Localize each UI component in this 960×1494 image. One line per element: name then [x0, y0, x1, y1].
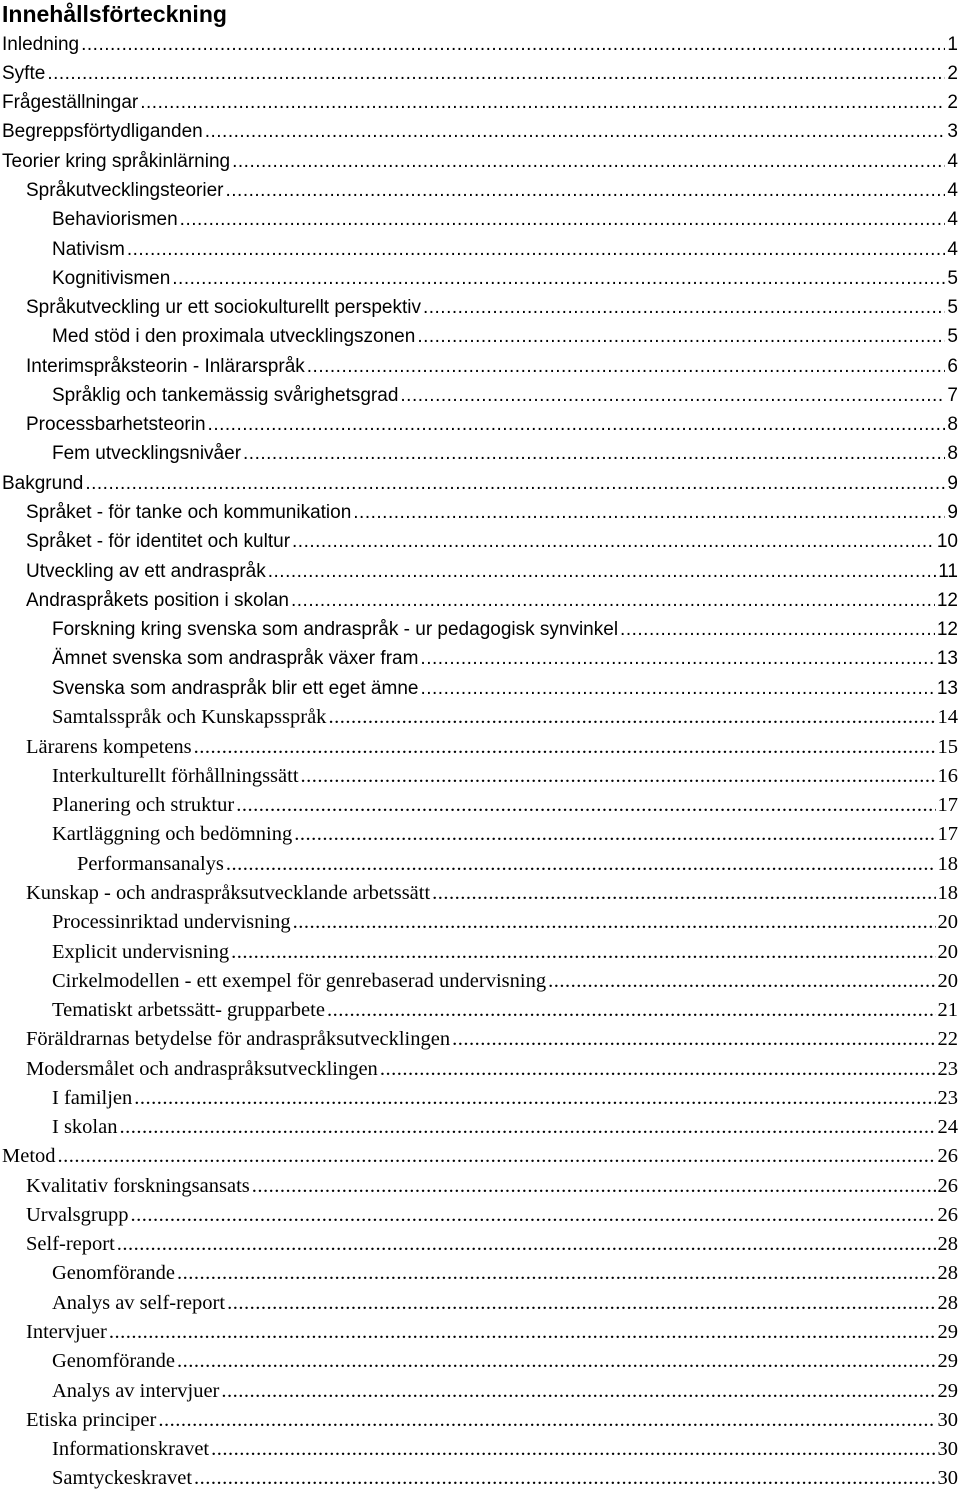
toc-entry-page-number: 2: [947, 92, 958, 114]
toc-entry-page-number: 14: [937, 706, 958, 729]
toc-entry[interactable]: [0, 1464, 960, 1493]
toc-entry-page-number: 30: [937, 1438, 958, 1461]
toc-entry[interactable]: [0, 1025, 960, 1054]
toc-entry-label: Bakgrund: [2, 472, 84, 494]
toc-entry-page-number: 8: [947, 414, 958, 436]
toc-entry-label: Språket - för identitet och kultur: [26, 531, 291, 553]
toc-entry-label: Teorier kring språkinlärning: [2, 150, 231, 172]
toc-title: Innehållsförteckning: [2, 1, 227, 27]
toc-entry[interactable]: [0, 791, 960, 820]
toc-entry-page-number: 2: [947, 62, 958, 84]
toc-entry[interactable]: [0, 967, 960, 996]
toc-entry-label: Analys av self-report: [52, 1291, 226, 1314]
toc-entry-label: Metod: [2, 1145, 56, 1168]
toc-entry[interactable]: [0, 820, 960, 849]
toc-entry[interactable]: [0, 59, 960, 88]
toc-dot-leader: [180, 209, 946, 231]
toc-entry[interactable]: [0, 1406, 960, 1435]
toc-entry[interactable]: [0, 732, 960, 761]
toc-entry[interactable]: [0, 1142, 960, 1171]
toc-entry-page-number: 28: [937, 1262, 958, 1285]
toc-dot-leader: [221, 1380, 935, 1403]
toc-entry[interactable]: [0, 206, 960, 235]
toc-entry-page-number: 4: [947, 209, 958, 231]
toc-entry-page-number: 10: [936, 531, 958, 553]
toc-entry-page-number: 21: [937, 999, 958, 1022]
toc-entry-page-number: 5: [947, 297, 958, 319]
toc-entry-label: Begreppsförtydliganden: [2, 121, 203, 143]
toc-dot-leader: [226, 853, 936, 876]
toc-entry[interactable]: [0, 850, 960, 879]
toc-dot-leader: [194, 736, 936, 759]
toc-entry-page-number: 20: [937, 911, 958, 934]
toc-entry[interactable]: [0, 264, 960, 293]
toc-entry[interactable]: [0, 293, 960, 322]
toc-entry[interactable]: [0, 1318, 960, 1347]
toc-entry-page-number: 29: [937, 1350, 958, 1373]
toc-entry-label: Processbarhetsteorin: [26, 414, 206, 436]
toc-entry[interactable]: [0, 235, 960, 264]
toc-entry-label: Svenska som andraspråk blir ett eget ämne: [52, 677, 419, 699]
toc-entry-page-number: 11: [938, 560, 958, 582]
toc-entry-label: Kartläggning och bedömning: [52, 823, 293, 846]
toc-entry-label: Forskning kring svenska som andraspråk - ur pedagogisk synvinkel: [52, 619, 619, 641]
toc-entry-page-number: 18: [937, 881, 958, 904]
toc-dot-leader: [432, 882, 935, 905]
toc-dot-leader: [301, 765, 936, 788]
toc-dot-leader: [134, 1087, 935, 1110]
toc-dot-leader: [243, 443, 945, 465]
toc-entry-label: Modersmålet och andraspråksutvecklingen: [26, 1057, 378, 1080]
toc-entry-page-number: 26: [937, 1174, 958, 1197]
toc-entry-label: Språkutveckling ur ett sociokulturellt perspektiv: [26, 297, 421, 319]
toc-dot-leader: [85, 473, 945, 495]
toc-entry[interactable]: [0, 762, 960, 791]
toc-entry-page-number: 29: [937, 1379, 958, 1402]
toc-entry-page-number: 17: [937, 823, 958, 846]
toc-dot-leader: [252, 1175, 936, 1198]
toc-entry[interactable]: [0, 557, 960, 586]
toc-entry[interactable]: [0, 908, 960, 937]
toc-dot-leader: [420, 678, 934, 700]
toc-entry[interactable]: [0, 1259, 960, 1288]
toc-entry-page-number: 22: [937, 1028, 958, 1051]
toc-entry-page-number: 28: [937, 1233, 958, 1256]
toc-entry[interactable]: [0, 879, 960, 908]
toc-dot-leader: [227, 1292, 935, 1315]
toc-dot-leader: [353, 502, 945, 524]
toc-dot-leader: [231, 941, 935, 964]
toc-entry-page-number: 4: [947, 238, 958, 260]
toc-dot-leader: [420, 648, 934, 670]
toc-entry[interactable]: [0, 1113, 960, 1142]
toc-dot-leader: [127, 239, 946, 261]
toc-entry-page-number: 24: [937, 1116, 958, 1139]
toc-dot-leader: [417, 326, 945, 348]
toc-entry[interactable]: [0, 118, 960, 147]
toc-entry[interactable]: [0, 411, 960, 440]
toc-entry-page-number: 28: [937, 1291, 958, 1314]
toc-entry-label: Fem utvecklingsnivåer: [52, 443, 242, 465]
toc-entry-label: Andraspråkets position i skolan: [26, 589, 289, 611]
toc-dot-leader: [327, 999, 936, 1022]
toc-entry-page-number: 26: [937, 1203, 958, 1226]
toc-dot-leader: [294, 823, 935, 846]
toc-entry-label: Tematiskt arbetssätt- grupparbete: [52, 999, 325, 1022]
toc-dot-leader: [119, 1116, 935, 1139]
toc-entry-label: Kvalitativ forskningsansats: [26, 1174, 250, 1197]
toc-dot-leader: [158, 1409, 935, 1432]
toc-entry[interactable]: [0, 615, 960, 644]
toc-entry-label: Samtyckeskravet: [52, 1467, 193, 1490]
toc-entry[interactable]: [0, 1289, 960, 1318]
toc-entry-label: Samtalsspråk och Kunskapsspråk: [52, 706, 327, 729]
toc-entry-page-number: 20: [937, 969, 958, 992]
toc-entry-page-number: 17: [937, 794, 958, 817]
toc-dot-leader: [58, 1145, 936, 1168]
toc-entry-label: I skolan: [52, 1116, 118, 1139]
toc-dot-leader: [291, 590, 935, 612]
toc-entry[interactable]: [0, 1084, 960, 1113]
toc-entry[interactable]: [0, 674, 960, 703]
toc-entry-label: Syfte: [2, 62, 46, 84]
toc-entry-page-number: 4: [947, 179, 958, 201]
toc-entry-page-number: 4: [947, 150, 958, 172]
toc-entry-label: Lärarens kompetens: [26, 735, 192, 758]
toc-entry-page-number: 13: [936, 648, 958, 670]
toc-entry[interactable]: [0, 498, 960, 527]
toc-entry-page-number: 30: [937, 1408, 958, 1431]
toc-entry[interactable]: [0, 352, 960, 381]
toc-entry-label: Kunskap - och andraspråksutvecklande arbetssätt: [26, 881, 431, 904]
toc-dot-leader: [548, 970, 935, 993]
toc-dot-leader: [400, 385, 945, 407]
toc-entry[interactable]: [0, 1230, 960, 1259]
toc-entry-label: Performansanalys: [77, 852, 224, 875]
toc-dot-leader: [140, 92, 945, 114]
toc-dot-leader: [236, 794, 935, 817]
toc-entry[interactable]: [0, 323, 960, 352]
toc-entry-page-number: 13: [936, 677, 958, 699]
toc-dot-leader: [81, 34, 945, 56]
toc-entry-label: Explicit undervisning: [52, 940, 230, 963]
toc-entry[interactable]: [0, 1172, 960, 1201]
toc-entry[interactable]: [0, 1347, 960, 1376]
toc-dot-leader: [194, 1467, 935, 1490]
toc-entry-page-number: 16: [937, 764, 958, 787]
toc-entry[interactable]: [0, 1435, 960, 1464]
toc-entry-page-number: 30: [937, 1467, 958, 1490]
toc-dot-leader: [292, 531, 935, 553]
toc-entry-label: Urvalsgrupp: [26, 1203, 129, 1226]
toc-entry-page-number: 18: [937, 852, 958, 875]
toc-entry-label: Kognitivismen: [52, 267, 171, 289]
toc-entry-page-number: 23: [937, 1057, 958, 1080]
toc-entry[interactable]: [0, 703, 960, 732]
toc-entry[interactable]: [0, 147, 960, 176]
toc-entry[interactable]: [0, 381, 960, 410]
toc-entry-label: Planering och struktur: [52, 794, 235, 817]
toc-entry-label: Språket - för tanke och kommunikation: [26, 501, 352, 523]
toc-entry-page-number: 12: [936, 619, 958, 641]
toc-entry-page-number: 9: [947, 472, 958, 494]
toc-entry-label: Ämnet svenska som andraspråk växer fram: [52, 648, 419, 670]
toc-dot-leader: [47, 63, 945, 85]
toc-entry-page-number: 6: [947, 355, 958, 377]
toc-entry-label: Språklig och tankemässig svårighetsgrad: [52, 384, 399, 406]
toc-entry[interactable]: [0, 440, 960, 469]
toc-dot-leader: [205, 121, 946, 143]
toc-dot-leader: [177, 1262, 936, 1285]
toc-entry-label: Genomförande: [52, 1350, 175, 1373]
toc-entry[interactable]: [0, 1201, 960, 1230]
toc-entry-page-number: 5: [947, 267, 958, 289]
toc-entry[interactable]: [0, 89, 960, 118]
toc-entry-label: Etiska principer: [26, 1408, 157, 1431]
toc-entry-label: Analys av intervjuer: [52, 1379, 220, 1402]
toc-entry-page-number: 20: [937, 940, 958, 963]
toc-entry-label: Nativism: [52, 238, 125, 260]
toc-entry-label: Frågeställningar: [2, 92, 139, 114]
toc-entry-page-number: 23: [937, 1086, 958, 1109]
toc-dot-leader: [268, 561, 937, 583]
toc-entry[interactable]: [0, 1054, 960, 1083]
toc-dot-leader: [109, 1321, 936, 1344]
toc-entry[interactable]: [0, 1376, 960, 1405]
toc-dot-leader: [211, 1438, 935, 1461]
toc-dot-leader: [380, 1058, 936, 1081]
toc-entry-label: Genomförande: [52, 1262, 175, 1285]
toc-entry-label: Cirkelmodellen - ett exempel för genrebaserad undervisning: [52, 969, 547, 992]
toc-entry-label: Informationskravet: [52, 1438, 210, 1461]
toc-entry-label: I familjen: [52, 1086, 133, 1109]
toc-entry-label: Utveckling av ett andraspråk: [26, 560, 266, 582]
toc-entry[interactable]: [0, 528, 960, 557]
toc-dot-leader: [307, 356, 946, 378]
toc-entry-label: Self-report: [26, 1233, 115, 1256]
toc-dot-leader: [423, 297, 945, 319]
toc-entry-label: Intervjuer: [26, 1321, 107, 1344]
toc-entry-page-number: 3: [947, 121, 958, 143]
toc-dot-leader: [328, 706, 935, 729]
toc-entry-label: Föräldrarnas betydelse för andraspråksutvecklingen: [26, 1028, 451, 1051]
toc-entry[interactable]: [0, 30, 960, 59]
toc-dot-leader: [225, 180, 945, 202]
toc-entry-label: Interkulturellt förhållningssätt: [52, 764, 299, 787]
toc-dot-leader: [620, 619, 935, 641]
toc-entry-page-number: 29: [937, 1321, 958, 1344]
toc-entry-page-number: 7: [947, 384, 958, 406]
toc-entry-label: Inledning: [2, 33, 80, 55]
toc-entry-label: Processinriktad undervisning: [52, 911, 291, 934]
toc-entry[interactable]: [0, 176, 960, 205]
toc-entry-page-number: 8: [947, 443, 958, 465]
toc-entry[interactable]: [0, 586, 960, 615]
toc-dot-leader: [452, 1028, 935, 1051]
toc-entry[interactable]: [0, 469, 960, 498]
toc-dot-leader: [208, 414, 946, 436]
toc-entry-page-number: 9: [947, 501, 958, 523]
toc-entry-label: Språkutvecklingsteorier: [26, 179, 224, 201]
toc-entry-page-number: 12: [936, 589, 958, 611]
toc-entry[interactable]: [0, 996, 960, 1025]
toc-entry-page-number: 26: [937, 1145, 958, 1168]
toc-entry-label: Behaviorismen: [52, 209, 178, 231]
toc-entry-page-number: 15: [937, 735, 958, 758]
toc-entry[interactable]: [0, 937, 960, 966]
toc-entry-label: Med stöd i den proximala utvecklingszonen: [52, 326, 416, 348]
toc-dot-leader: [177, 1350, 936, 1373]
toc-dot-leader: [172, 268, 945, 290]
toc-dot-leader: [232, 151, 945, 173]
toc-entry-page-number: 5: [947, 326, 958, 348]
toc-entry[interactable]: [0, 645, 960, 674]
toc-dot-leader: [130, 1204, 935, 1227]
toc-entry-page-number: 1: [947, 33, 958, 55]
toc-dot-leader: [117, 1233, 936, 1256]
toc-entry-label: Interimspråksteorin - Inlärarspråk: [26, 355, 305, 377]
toc-dot-leader: [293, 911, 936, 934]
